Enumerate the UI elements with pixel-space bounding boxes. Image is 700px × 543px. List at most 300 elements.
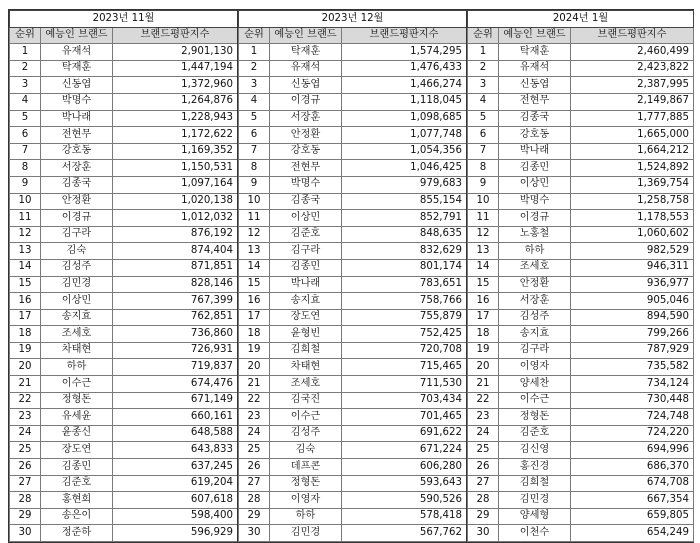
brand-index-cell: 2,423,822 xyxy=(571,60,694,77)
brand-index-cell: 606,280 xyxy=(342,459,467,476)
brand-name-cell: 정형돈 xyxy=(41,392,113,409)
table-row xyxy=(10,110,238,127)
brand-name-cell: 박명수 xyxy=(499,193,571,210)
table-row xyxy=(468,492,694,509)
table-row xyxy=(239,293,467,310)
table-row xyxy=(10,226,238,243)
rank-cell: 19 xyxy=(239,342,270,359)
column-header-rank: 순위 xyxy=(239,27,270,44)
brand-index-cell: 1,372,960 xyxy=(113,77,238,94)
panel-title: 2023년 11월 xyxy=(10,11,238,28)
rank-cell: 11 xyxy=(10,210,41,227)
brand-index-cell: 736,860 xyxy=(113,326,238,343)
brand-index-cell: 593,643 xyxy=(342,475,467,492)
brand-name-cell: 김민경 xyxy=(270,525,342,542)
rank-cell: 29 xyxy=(468,508,499,525)
brand-name-cell: 김준호 xyxy=(41,475,113,492)
table-row xyxy=(239,60,467,77)
column-header-brand: 예능인 브랜드 xyxy=(41,27,113,44)
brand-name-cell: 송지효 xyxy=(270,293,342,310)
brand-index-cell: 1,665,000 xyxy=(571,127,694,144)
table-row xyxy=(239,409,467,426)
brand-name-cell: 이수근 xyxy=(270,409,342,426)
rank-cell: 19 xyxy=(10,342,41,359)
rank-cell: 15 xyxy=(10,276,41,293)
brand-index-cell: 671,224 xyxy=(342,442,467,459)
table-row xyxy=(10,143,238,160)
table-row xyxy=(10,442,238,459)
brand-index-cell: 734,124 xyxy=(571,376,694,393)
table-row xyxy=(468,508,694,525)
brand-name-cell: 하하 xyxy=(270,508,342,525)
table-row xyxy=(10,392,238,409)
table-row xyxy=(10,293,238,310)
brand-name-cell: 정형돈 xyxy=(270,475,342,492)
table-row xyxy=(239,259,467,276)
brand-name-cell: 김성주 xyxy=(499,309,571,326)
brand-name-cell: 정형돈 xyxy=(499,409,571,426)
table-row xyxy=(10,459,238,476)
table-row xyxy=(468,93,694,110)
rank-cell: 9 xyxy=(10,176,41,193)
table-row xyxy=(10,508,238,525)
brand-index-cell: 711,530 xyxy=(342,376,467,393)
brand-name-cell: 이수근 xyxy=(499,392,571,409)
brand-name-cell: 차태현 xyxy=(270,359,342,376)
brand-index-cell: 643,833 xyxy=(113,442,238,459)
brand-index-cell: 1,777,885 xyxy=(571,110,694,127)
brand-index-cell: 719,837 xyxy=(113,359,238,376)
rank-cell: 29 xyxy=(239,508,270,525)
brand-index-cell: 691,622 xyxy=(342,425,467,442)
rank-cell: 9 xyxy=(239,176,270,193)
panel-title: 2024년 1월 xyxy=(468,11,694,28)
rank-cell: 1 xyxy=(239,44,270,61)
rank-cell: 4 xyxy=(10,93,41,110)
table-row xyxy=(10,44,238,61)
brand-name-cell: 양세찬 xyxy=(499,376,571,393)
brand-index-cell: 1,098,685 xyxy=(342,110,467,127)
brand-name-cell: 김신영 xyxy=(499,442,571,459)
brand-name-cell: 김희철 xyxy=(270,342,342,359)
rank-cell: 23 xyxy=(10,409,41,426)
brand-name-cell: 김종민 xyxy=(499,160,571,177)
rank-cell: 5 xyxy=(468,110,499,127)
brand-index-cell: 724,748 xyxy=(571,409,694,426)
brand-name-cell: 김준호 xyxy=(499,425,571,442)
ranking-table xyxy=(467,10,694,542)
rank-cell: 28 xyxy=(239,492,270,509)
table-row xyxy=(10,475,238,492)
rank-cell: 12 xyxy=(239,226,270,243)
brand-name-cell: 조세호 xyxy=(41,326,113,343)
table-row xyxy=(10,60,238,77)
brand-name-cell: 탁재훈 xyxy=(499,44,571,61)
rank-cell: 29 xyxy=(10,508,41,525)
table-row xyxy=(239,176,467,193)
brand-name-cell: 하하 xyxy=(499,243,571,260)
brand-name-cell: 김종국 xyxy=(41,176,113,193)
table-row xyxy=(239,492,467,509)
rank-cell: 30 xyxy=(10,525,41,542)
rank-cell: 16 xyxy=(239,293,270,310)
table-row xyxy=(468,160,694,177)
table-row xyxy=(468,293,694,310)
table-row xyxy=(468,475,694,492)
brand-name-cell: 박명수 xyxy=(41,93,113,110)
table-row xyxy=(10,525,238,542)
rank-cell: 14 xyxy=(239,259,270,276)
rank-cell: 14 xyxy=(468,259,499,276)
table-row xyxy=(10,492,238,509)
brand-name-cell: 김숙 xyxy=(41,243,113,260)
brand-index-cell: 1,118,045 xyxy=(342,93,467,110)
brand-name-cell: 안정환 xyxy=(499,276,571,293)
table-row xyxy=(10,326,238,343)
brand-index-cell: 578,418 xyxy=(342,508,467,525)
brand-name-cell: 김준호 xyxy=(270,226,342,243)
rank-cell: 22 xyxy=(468,392,499,409)
brand-name-cell: 김국진 xyxy=(270,392,342,409)
brand-name-cell: 조세호 xyxy=(499,259,571,276)
brand-index-cell: 801,174 xyxy=(342,259,467,276)
rank-cell: 18 xyxy=(10,326,41,343)
brand-name-cell: 조세호 xyxy=(270,376,342,393)
rank-cell: 30 xyxy=(468,525,499,542)
brand-name-cell: 김구라 xyxy=(270,243,342,260)
brand-index-cell: 598,400 xyxy=(113,508,238,525)
rank-cell: 3 xyxy=(10,77,41,94)
brand-name-cell: 유재석 xyxy=(270,60,342,77)
brand-name-cell: 송은이 xyxy=(41,508,113,525)
table-row xyxy=(10,259,238,276)
brand-index-cell: 1,228,943 xyxy=(113,110,238,127)
column-header-rank: 순위 xyxy=(10,27,41,44)
ranking-panel xyxy=(8,9,238,543)
brand-index-cell: 2,387,995 xyxy=(571,77,694,94)
rank-cell: 20 xyxy=(239,359,270,376)
brand-index-cell: 619,204 xyxy=(113,475,238,492)
table-row xyxy=(239,77,467,94)
brand-index-cell: 567,762 xyxy=(342,525,467,542)
table-row xyxy=(239,44,467,61)
brand-index-cell: 730,448 xyxy=(571,392,694,409)
brand-name-cell: 신동엽 xyxy=(499,77,571,94)
brand-index-cell: 1,012,032 xyxy=(113,210,238,227)
brand-index-cell: 1,169,352 xyxy=(113,143,238,160)
table-row xyxy=(239,326,467,343)
column-header-index: 브랜드평판지수 xyxy=(113,27,238,44)
brand-index-cell: 660,161 xyxy=(113,409,238,426)
brand-name-cell: 이상민 xyxy=(41,293,113,310)
brand-index-cell: 1,524,892 xyxy=(571,160,694,177)
brand-name-cell: 전현무 xyxy=(270,160,342,177)
brand-index-cell: 671,149 xyxy=(113,392,238,409)
brand-name-cell: 김구라 xyxy=(499,342,571,359)
brand-name-cell: 김민경 xyxy=(41,276,113,293)
brand-name-cell: 윤종신 xyxy=(41,425,113,442)
brand-name-cell: 박나래 xyxy=(270,276,342,293)
table-row xyxy=(468,226,694,243)
table-row xyxy=(468,176,694,193)
brand-name-cell: 서장훈 xyxy=(499,293,571,310)
rank-cell: 22 xyxy=(239,392,270,409)
rank-cell: 30 xyxy=(239,525,270,542)
rank-cell: 1 xyxy=(10,44,41,61)
brand-index-cell: 1,077,748 xyxy=(342,127,467,144)
brand-index-cell: 1,664,212 xyxy=(571,143,694,160)
brand-index-cell: 667,354 xyxy=(571,492,694,509)
rank-cell: 26 xyxy=(239,459,270,476)
rank-cell: 1 xyxy=(468,44,499,61)
brand-name-cell: 김성주 xyxy=(270,425,342,442)
brand-name-cell: 김종국 xyxy=(499,110,571,127)
rank-cell: 17 xyxy=(239,309,270,326)
rank-cell: 11 xyxy=(239,210,270,227)
brand-index-cell: 855,154 xyxy=(342,193,467,210)
rank-cell: 18 xyxy=(239,326,270,343)
rank-cell: 24 xyxy=(468,425,499,442)
rank-cell: 23 xyxy=(468,409,499,426)
brand-name-cell: 이수근 xyxy=(41,376,113,393)
ranking-table xyxy=(9,10,238,542)
table-row xyxy=(468,77,694,94)
rank-cell: 18 xyxy=(468,326,499,343)
brand-name-cell: 이영자 xyxy=(270,492,342,509)
rank-cell: 7 xyxy=(468,143,499,160)
brand-name-cell: 이영자 xyxy=(499,359,571,376)
panel-title: 2023년 12월 xyxy=(239,11,467,28)
table-row xyxy=(239,459,467,476)
rank-cell: 27 xyxy=(10,475,41,492)
rank-cell: 13 xyxy=(10,243,41,260)
table-row xyxy=(10,342,238,359)
rank-cell: 12 xyxy=(10,226,41,243)
brand-name-cell: 안정환 xyxy=(270,127,342,144)
brand-index-cell: 799,266 xyxy=(571,326,694,343)
table-row xyxy=(10,409,238,426)
brand-name-cell: 서장훈 xyxy=(270,110,342,127)
table-row xyxy=(468,60,694,77)
rank-cell: 21 xyxy=(468,376,499,393)
table-row xyxy=(10,176,238,193)
rank-cell: 14 xyxy=(10,259,41,276)
brand-index-cell: 874,404 xyxy=(113,243,238,260)
brand-index-cell: 2,901,130 xyxy=(113,44,238,61)
brand-name-cell: 장도연 xyxy=(41,442,113,459)
brand-name-cell: 이경규 xyxy=(270,93,342,110)
table-row xyxy=(10,243,238,260)
table-row xyxy=(468,326,694,343)
brand-name-cell: 유재석 xyxy=(499,60,571,77)
table-row xyxy=(468,143,694,160)
brand-name-cell: 이경규 xyxy=(499,210,571,227)
rank-cell: 6 xyxy=(239,127,270,144)
table-row xyxy=(239,226,467,243)
brand-name-cell: 양세형 xyxy=(499,508,571,525)
brand-name-cell: 데프콘 xyxy=(270,459,342,476)
rank-cell: 21 xyxy=(239,376,270,393)
brand-name-cell: 김민경 xyxy=(499,492,571,509)
brand-index-cell: 703,434 xyxy=(342,392,467,409)
brand-index-cell: 936,977 xyxy=(571,276,694,293)
brand-index-cell: 2,460,499 xyxy=(571,44,694,61)
brand-name-cell: 강호동 xyxy=(41,143,113,160)
brand-index-cell: 755,879 xyxy=(342,309,467,326)
rank-cell: 28 xyxy=(468,492,499,509)
table-row xyxy=(468,409,694,426)
brand-index-cell: 648,588 xyxy=(113,425,238,442)
rank-cell: 3 xyxy=(468,77,499,94)
brand-name-cell: 차태현 xyxy=(41,342,113,359)
table-row xyxy=(239,276,467,293)
rank-cell: 2 xyxy=(10,60,41,77)
brand-index-cell: 726,931 xyxy=(113,342,238,359)
brand-index-cell: 735,582 xyxy=(571,359,694,376)
table-row xyxy=(239,210,467,227)
brand-name-cell: 김종민 xyxy=(41,459,113,476)
brand-index-cell: 1,178,553 xyxy=(571,210,694,227)
brand-index-cell: 762,851 xyxy=(113,309,238,326)
rank-cell: 5 xyxy=(239,110,270,127)
table-row xyxy=(10,376,238,393)
brand-name-cell: 김희철 xyxy=(499,475,571,492)
brand-index-cell: 1,097,164 xyxy=(113,176,238,193)
brand-name-cell: 정준하 xyxy=(41,525,113,542)
rank-cell: 25 xyxy=(10,442,41,459)
table-row xyxy=(10,160,238,177)
column-header-index: 브랜드평판지수 xyxy=(342,27,467,44)
brand-index-cell: 724,220 xyxy=(571,425,694,442)
rank-cell: 4 xyxy=(239,93,270,110)
brand-name-cell: 전현무 xyxy=(41,127,113,144)
table-row xyxy=(468,243,694,260)
table-row xyxy=(468,276,694,293)
brand-name-cell: 안정환 xyxy=(41,193,113,210)
brand-name-cell: 이상민 xyxy=(499,176,571,193)
brand-name-cell: 장도연 xyxy=(270,309,342,326)
table-row xyxy=(468,376,694,393)
brand-index-cell: 607,618 xyxy=(113,492,238,509)
rank-cell: 17 xyxy=(10,309,41,326)
table-row xyxy=(10,93,238,110)
table-row xyxy=(468,259,694,276)
brand-name-cell: 신동엽 xyxy=(270,77,342,94)
brand-name-cell: 김종국 xyxy=(270,193,342,210)
brand-name-cell: 김숙 xyxy=(270,442,342,459)
rank-cell: 17 xyxy=(468,309,499,326)
brand-index-cell: 654,249 xyxy=(571,525,694,542)
rank-cell: 4 xyxy=(468,93,499,110)
rank-cell: 12 xyxy=(468,226,499,243)
brand-index-cell: 1,054,356 xyxy=(342,143,467,160)
rank-cell: 16 xyxy=(10,293,41,310)
table-row xyxy=(468,359,694,376)
brand-index-cell: 637,245 xyxy=(113,459,238,476)
brand-name-cell: 유세윤 xyxy=(41,409,113,426)
rank-cell: 13 xyxy=(239,243,270,260)
table-row xyxy=(10,276,238,293)
brand-index-cell: 720,708 xyxy=(342,342,467,359)
brand-index-cell: 1,172,622 xyxy=(113,127,238,144)
table-row xyxy=(239,309,467,326)
rank-cell: 27 xyxy=(468,475,499,492)
brand-name-cell: 김구라 xyxy=(41,226,113,243)
table-row xyxy=(239,342,467,359)
rank-cell: 9 xyxy=(468,176,499,193)
table-row xyxy=(468,342,694,359)
rank-cell: 16 xyxy=(468,293,499,310)
brand-index-cell: 832,629 xyxy=(342,243,467,260)
table-row xyxy=(239,110,467,127)
rank-cell: 22 xyxy=(10,392,41,409)
table-row xyxy=(239,475,467,492)
rank-cell: 20 xyxy=(468,359,499,376)
brand-name-cell: 송지효 xyxy=(41,309,113,326)
rank-cell: 8 xyxy=(10,160,41,177)
brand-index-cell: 982,529 xyxy=(571,243,694,260)
column-header-brand: 예능인 브랜드 xyxy=(270,27,342,44)
rank-cell: 27 xyxy=(239,475,270,492)
brand-index-cell: 1,574,295 xyxy=(342,44,467,61)
brand-name-cell: 박명수 xyxy=(270,176,342,193)
brand-index-cell: 852,791 xyxy=(342,210,467,227)
rank-cell: 10 xyxy=(239,193,270,210)
brand-index-cell: 1,369,754 xyxy=(571,176,694,193)
brand-index-cell: 905,046 xyxy=(571,293,694,310)
table-row xyxy=(468,309,694,326)
rank-cell: 19 xyxy=(468,342,499,359)
rank-cell: 13 xyxy=(468,243,499,260)
table-row xyxy=(239,392,467,409)
rank-cell: 24 xyxy=(10,425,41,442)
table-row xyxy=(468,442,694,459)
rank-cell: 21 xyxy=(10,376,41,393)
rank-cell: 24 xyxy=(239,425,270,442)
brand-index-cell: 694,996 xyxy=(571,442,694,459)
column-header-rank: 순위 xyxy=(468,27,499,44)
table-row xyxy=(468,210,694,227)
brand-index-cell: 1,447,194 xyxy=(113,60,238,77)
rank-cell: 20 xyxy=(10,359,41,376)
brand-index-cell: 946,311 xyxy=(571,259,694,276)
brand-name-cell: 박나래 xyxy=(41,110,113,127)
table-row xyxy=(10,210,238,227)
brand-name-cell: 유재석 xyxy=(41,44,113,61)
rank-cell: 10 xyxy=(468,193,499,210)
brand-index-cell: 1,060,602 xyxy=(571,226,694,243)
rank-cell: 26 xyxy=(10,459,41,476)
brand-index-cell: 783,651 xyxy=(342,276,467,293)
brand-index-cell: 876,192 xyxy=(113,226,238,243)
rank-cell: 6 xyxy=(468,127,499,144)
brand-index-cell: 590,526 xyxy=(342,492,467,509)
table-row xyxy=(239,93,467,110)
table-row xyxy=(468,44,694,61)
brand-index-cell: 848,635 xyxy=(342,226,467,243)
brand-name-cell: 강호동 xyxy=(270,143,342,160)
brand-index-cell: 767,399 xyxy=(113,293,238,310)
rank-cell: 2 xyxy=(468,60,499,77)
rank-cell: 7 xyxy=(10,143,41,160)
rank-cell: 15 xyxy=(468,276,499,293)
brand-name-cell: 전현무 xyxy=(499,93,571,110)
table-row xyxy=(239,160,467,177)
brand-index-cell: 752,425 xyxy=(342,326,467,343)
rank-cell: 8 xyxy=(239,160,270,177)
table-row xyxy=(10,77,238,94)
table-row xyxy=(10,193,238,210)
